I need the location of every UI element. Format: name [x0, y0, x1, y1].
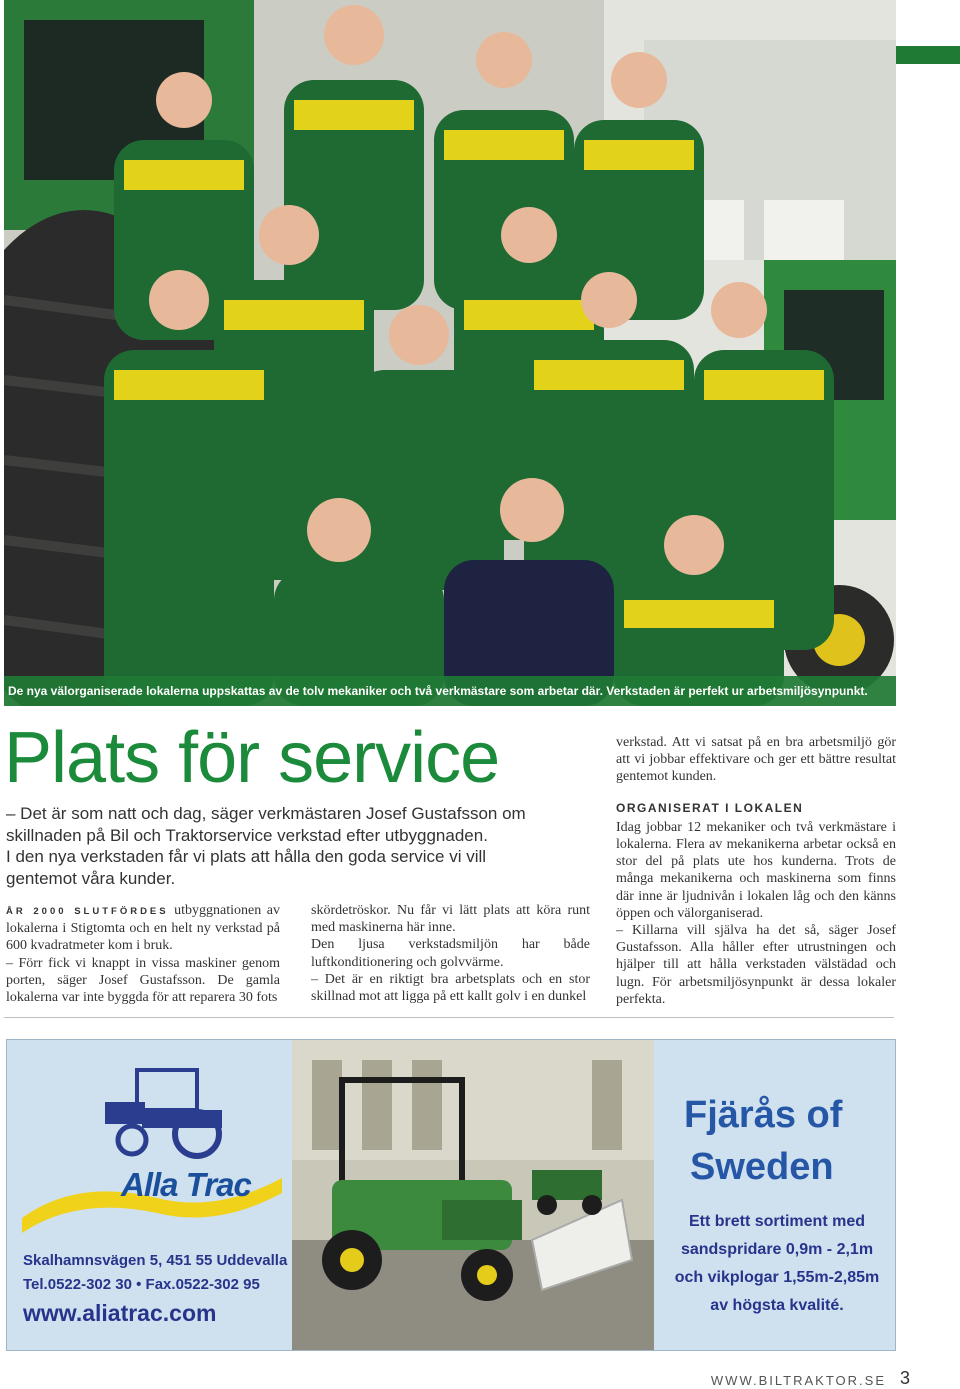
intro-text: utbyggnationen av lokalerna i Stigtomta och en helt ny verkstad på 600 kvadratmeter kom i bruk.: [6, 903, 280, 954]
tractor-logo-icon: [97, 1062, 237, 1162]
ad-website-link[interactable]: www.aliatrac.com: [23, 1300, 217, 1326]
ad-address: Skalhamnsvägen 5, 451 55 Uddevalla: [23, 1252, 288, 1269]
article-column-3: [616, 734, 896, 1008]
lead-paragraph-1: – Det är som natt och dag, säger verkmästaren Josef Gustafsson om skillnaden på Bil och Traktorservice verkstad efter utbyggnaden.: [6, 804, 526, 845]
article-lead: [6, 803, 536, 889]
ad-title-line-1: Fjärås of: [684, 1094, 843, 1136]
intro-caps: ÅR 2000 SLUTFÖRDES: [6, 906, 169, 917]
ad-tractor-photo: [292, 1040, 654, 1350]
footer-website-link[interactable]: WWW.BILTRAKTOR.SE: [710, 1373, 886, 1388]
ad-title-line-2: Sweden: [690, 1146, 834, 1188]
ad-body-text: [664, 1208, 890, 1320]
body-paragraph: Den ljusa verkstadsmiljön har både luftkonditionering och golvvärme.: [311, 937, 590, 970]
ad-body-line: sandspridare 0,9m - 2,1m: [680, 1241, 874, 1258]
photo-caption: De nya välorganiserade lokalerna uppskattas av de tolv mekaniker och två verkmästare som arbetar där. Verkstaden är perfekt ur arbetsmiljösynpunkt.: [8, 684, 868, 698]
ad-body-line: och vikplogar 1,55m-2,85m: [674, 1269, 880, 1286]
body-paragraph: – Förr fick vi knappt in vissa maskiner genom porten, säger Josef Gustafsson. De gamla lokalerna var inte byggda för att reparera 30 fots: [6, 955, 280, 1006]
body-paragraph: – Det är en riktigt bra arbetsplats och en stor skillnad mot att ligga på ett kallt golv i en dunkel: [311, 971, 590, 1005]
ad-body-line: Ett brett sortiment med: [688, 1213, 865, 1230]
body-paragraph: Idag jobbar 12 mekaniker och två verkmästare i lokalerna. Flera av mekanikerna arbetar också en stor del på plats ute hos kunderna. Trots de många mekanikerna och maskinerna som finns där inne är ljudnivån i lokalen låg och den känns öppen och välorganiserad.: [616, 819, 896, 921]
article-headline: Plats för service: [4, 718, 500, 798]
divider: [4, 1017, 894, 1018]
body-paragraph: verkstad. Att vi satsat på en bra arbetsmiljö gör att vi jobbar effektivare och ger ett bättre resultat gentemot kunden.: [616, 735, 896, 785]
body-paragraph: – Killarna vill själva ha det så, säger Josef Gustafsson. Alla håller efter utrustningen och hjälper till att hålla verkstaden välstädad och lugn. För arbetsmiljösynpunkt är dessa lokaler perfekta.: [616, 923, 896, 1007]
brand-name: Alla Trac: [121, 1166, 251, 1203]
ad-body-line: av högsta kvalité.: [710, 1297, 844, 1314]
page-number: 3: [899, 1368, 910, 1388]
body-paragraph: skördetröskor. Nu får vi lätt plats att köra runt med maskinerna här inne.: [311, 903, 590, 936]
ad-brand-panel: [7, 1040, 292, 1350]
article-column-1: [6, 902, 280, 1006]
ad-phone: Tel.0522-302 30 • Fax.0522-302 95: [23, 1276, 260, 1293]
ad-text-panel: [654, 1040, 895, 1350]
group-photo: [4, 0, 896, 706]
advertisement: [6, 1039, 896, 1351]
subheading: ORGANISERAT I LOKALEN: [616, 800, 804, 815]
article-column-2: [311, 902, 590, 1005]
section-color-bar: [896, 46, 960, 64]
lead-paragraph-2: I den nya verkstaden får vi plats att hålla den goda service vi vill gentemot våra kunder.: [6, 847, 487, 888]
